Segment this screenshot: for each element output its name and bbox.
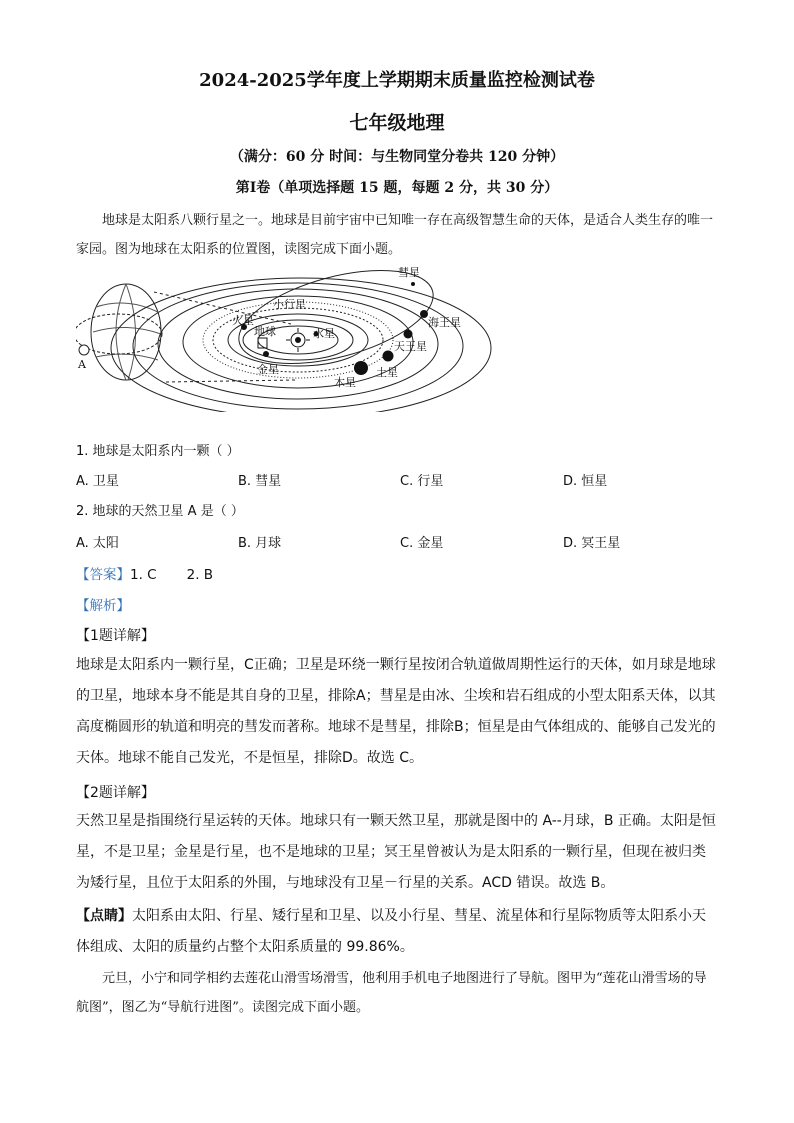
label-mercury: 水星 [313, 327, 335, 340]
q1-option-a[interactable]: A. 卫星 [76, 474, 119, 489]
detail-2-text: 天然卫星是指围绕行星运转的天体。地球只有一颗天然卫星，那就是图中的 A--月球，B 正确。太阳是恒星，不是卫星；金星是行星，也不是地球的卫星；冥王星曾被认为是太阳系的一颗行星，但现在被归类为矮行星，且位于太阳系的外围，与地球没有卫星－行星的关系。ACD 错误。故选 B。 [76, 813, 716, 891]
solar-system-diagram [76, 262, 496, 412]
q1-option-d[interactable]: D. 恒星 [563, 474, 608, 489]
answer-line [76, 563, 213, 583]
label-mars: 火星 [232, 314, 254, 327]
label-comet: 彗星 [398, 266, 420, 279]
earth-globe [91, 284, 161, 380]
saturn-dot [383, 351, 394, 362]
label-venus: 金星 [257, 363, 279, 376]
q2-option-c[interactable]: C. 金星 [400, 536, 444, 551]
label-neptune: 海王星 [428, 316, 461, 329]
tip-block [76, 901, 718, 963]
label-asteroids: 小行星 [273, 298, 306, 311]
tip-label: 【点睛】 [76, 908, 132, 924]
label-jupiter: 木星 [334, 376, 356, 389]
exam-title: 2024-2025学年度上学期期末质量监控检测试卷 [199, 70, 595, 91]
detail-1-label: 【1题详解】 [76, 628, 155, 644]
question-2-stem: 2. 地球的天然卫星 A 是（ ） [76, 504, 244, 519]
section-heading: 第Ⅰ卷（单项选择题 15 题，每题 2 分，共 30 分） [235, 180, 559, 196]
jupiter-dot [354, 361, 368, 375]
solar-system-figure [76, 262, 496, 412]
question-1-stem: 1. 地球是太阳系内一颗（ ） [76, 444, 240, 459]
label-earth: 地球 [254, 325, 276, 338]
q2-option-a[interactable]: A. 太阳 [76, 536, 119, 551]
q2-option-d[interactable]: D. 冥王星 [563, 536, 621, 551]
q2-option-b[interactable]: B. 月球 [238, 536, 282, 551]
uranus-dot [404, 330, 413, 339]
exam-meta: （满分：60 分 时间：与生物同堂分卷共 120 分钟） [229, 149, 565, 165]
question-1-options [76, 470, 718, 490]
comet-dot [411, 282, 415, 286]
analysis-label: 【解析】 [76, 598, 130, 614]
intro-paragraph: 地球是太阳系八颗行星之一。地球是目前宇宙中已知唯一存在高级智慧生命的天体，是适合人类生存的唯一家园。图为地球在太阳系的位置图，读图完成下面小题。 [76, 213, 714, 257]
label-a: A [78, 358, 86, 371]
venus-dot [263, 351, 269, 357]
moon-icon [79, 345, 89, 355]
detail-1-text: 地球是太阳系内一颗行星，C正确；卫星是环绕一颗行星按闭合轨道做周期性运行的天体，如月球是地球的卫星，地球本身不能是其自身的卫星，排除A；彗星是由冰、尘埃和岩石组成的小型太阳系天体，以其高度椭圆形的轨道和明亮的彗发而著称。地球不是彗星，排除B；恒星是由气体组成的、能够自己发光的天体。地球不能自己发光，不是恒星，排除D。故选 C。 [76, 657, 716, 766]
detail-2-label: 【2题详解】 [76, 785, 155, 801]
answer-values: 1. C 2. B [130, 567, 214, 583]
intro-paragraph-2: 元旦，小宁和同学相约去莲花山滑雪场滑雪，他利用手机电子地图进行了导航。图甲为“莲花山滑雪场的导航图”，图乙为“导航行进图”。读图完成下面小题。 [76, 971, 707, 1015]
neptune-dot [420, 310, 428, 318]
answer-label: 【答案】 [76, 567, 130, 583]
sun-icon [286, 328, 310, 352]
q1-option-b[interactable]: B. 彗星 [238, 474, 282, 489]
subject-title: 七年级地理 [349, 112, 445, 134]
q1-option-c[interactable]: C. 行星 [400, 474, 444, 489]
tip-text: 太阳系由太阳、行星、矮行星和卫星、以及小行星、彗星、流星体和行星际物质等太阳系小天体组成、太阳的质量约占整个太阳系质量的 99.86%。 [76, 908, 706, 955]
label-uranus: 天王星 [394, 340, 427, 353]
question-2-options [76, 532, 718, 552]
label-saturn: 土星 [376, 366, 398, 379]
